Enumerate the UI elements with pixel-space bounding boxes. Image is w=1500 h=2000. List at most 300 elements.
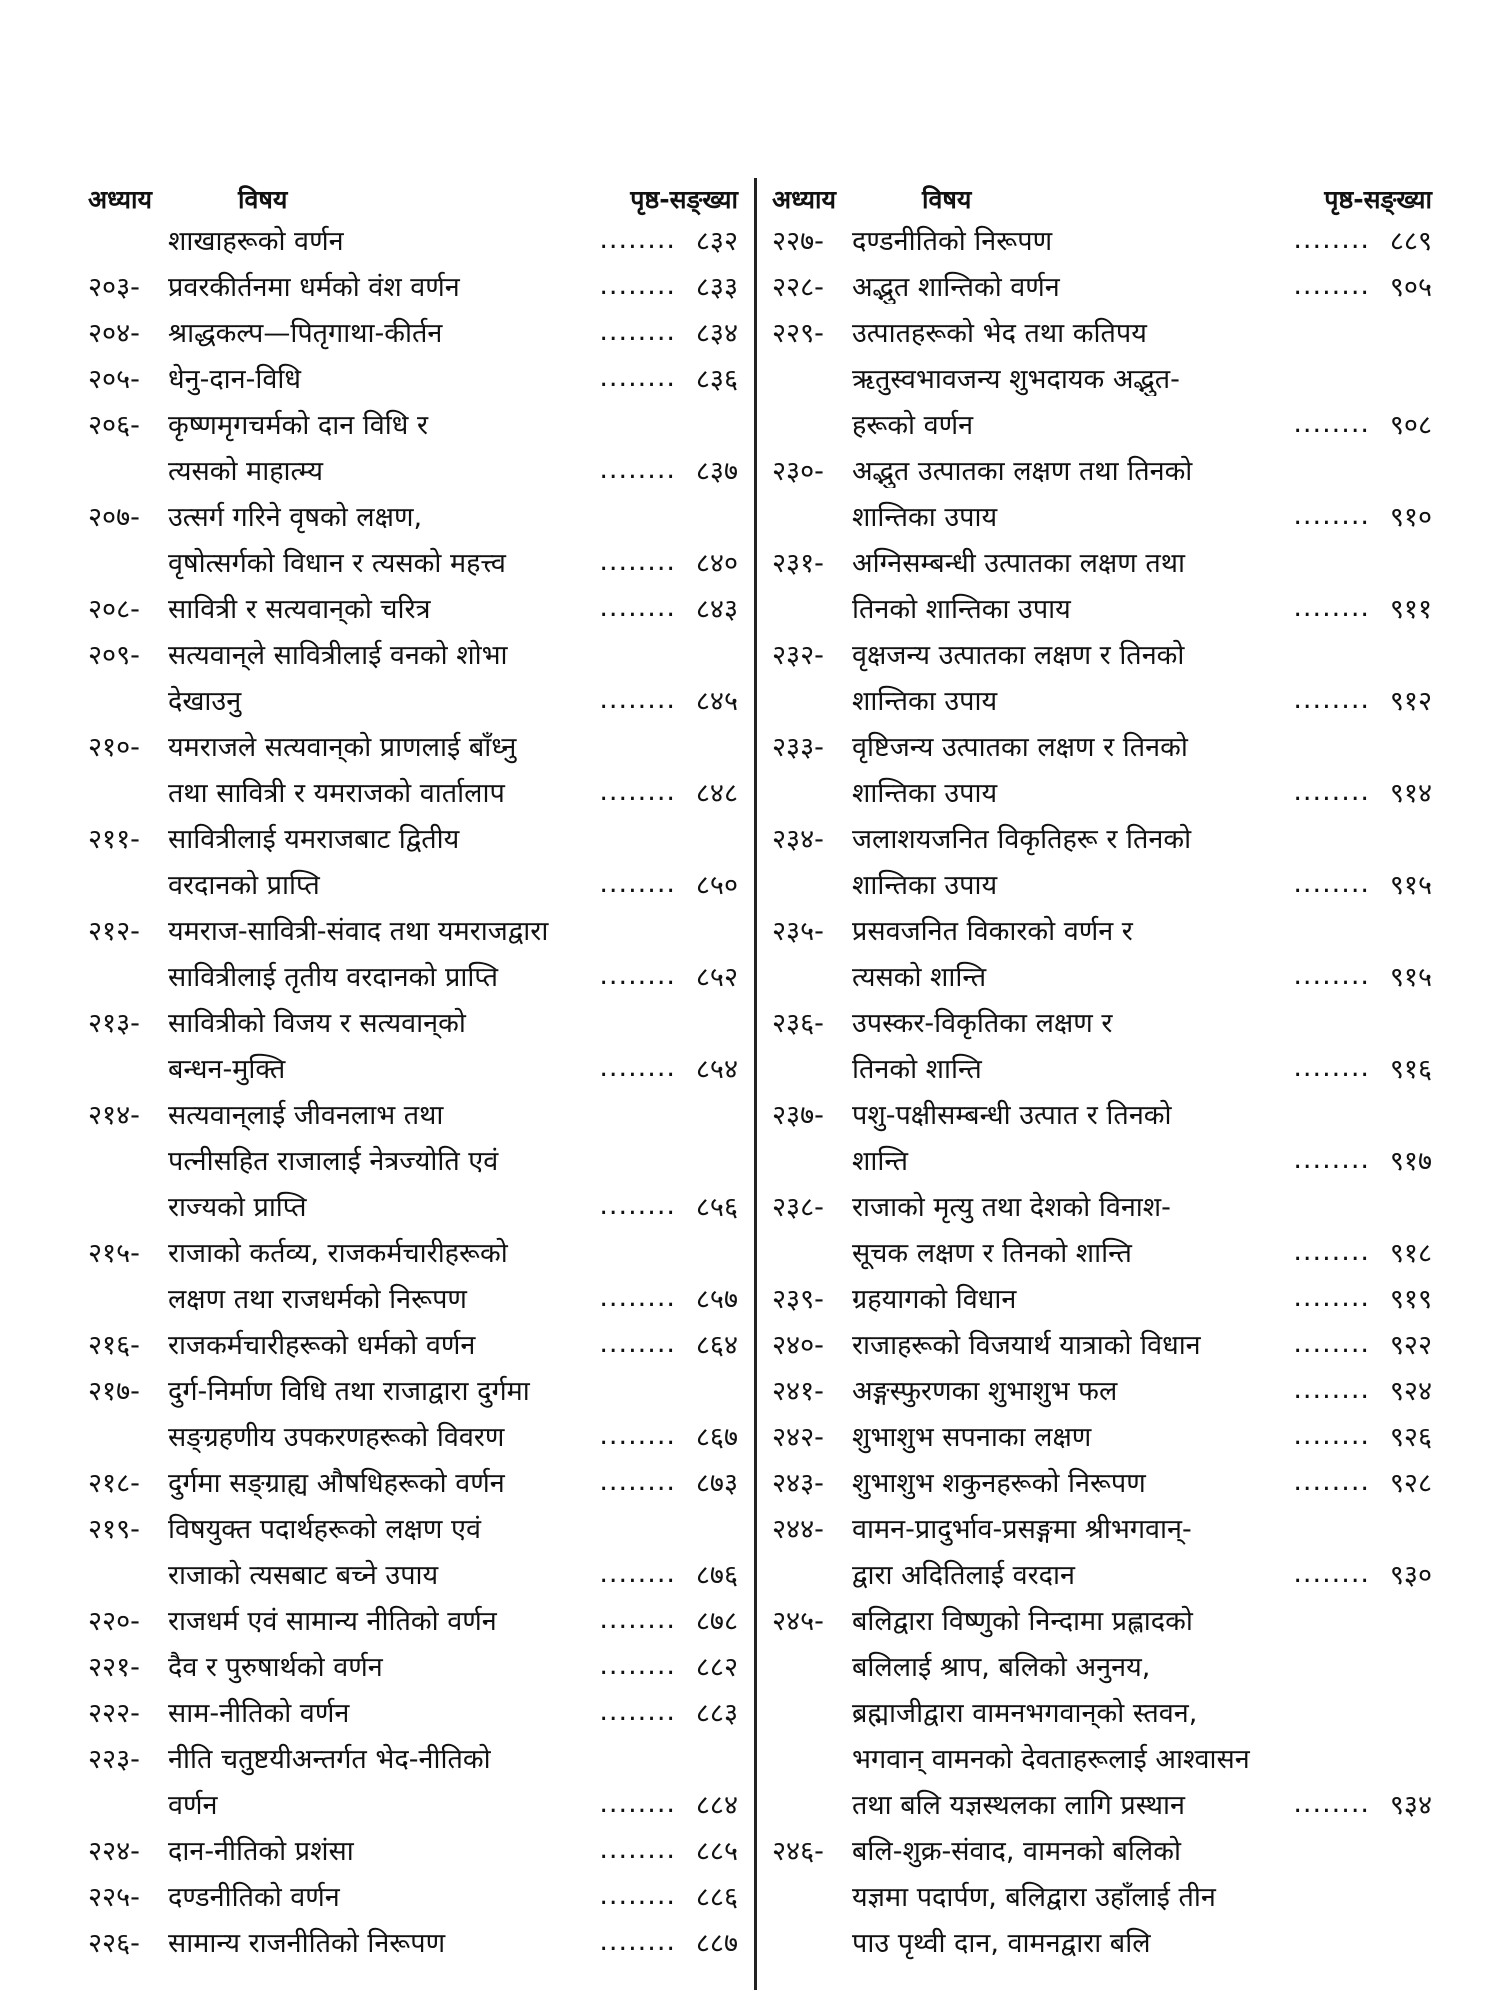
entry-title: सूचक लक्षण र तिनको शान्ति (852, 1237, 1132, 1269)
entry-line (772, 1688, 1432, 1734)
entry-line (772, 262, 1432, 308)
entry-title: ब्रह्माजीद्वारा वामनभगवान्‌को स्तवन, (852, 1697, 1198, 1729)
entry-title: शान्तिका उपाय (852, 685, 998, 717)
entry-line (88, 262, 738, 308)
entry-title: वरदानको प्राप्ति (168, 869, 320, 901)
dot-leader: ........ (1293, 407, 1370, 439)
chapter-number: २१८- (88, 1467, 140, 1499)
entry-line (88, 1826, 738, 1872)
entry-line (88, 998, 738, 1044)
entry-title: उत्सर्ग गरिने वृषको लक्षण, (168, 501, 423, 533)
entry-line (88, 1780, 738, 1826)
entry-line (88, 1734, 738, 1780)
entry-line (772, 952, 1432, 998)
dot-leader: ........ (1293, 269, 1370, 301)
entry-title: वृषोत्सर्गको विधान र त्यसको महत्त्व (168, 547, 506, 579)
page-number: ८३४ (695, 317, 738, 349)
dot-leader: ........ (1293, 1051, 1370, 1083)
entry-title: दुर्गमा सङ्ग्राह्य औषधिहरूको वर्णन (168, 1467, 505, 1499)
entry-title: प्रसवजनित विकारको वर्णन र (852, 915, 1133, 947)
entry-title: यमराजले सत्यवान्‌को प्राणलाई बाँध्नु (168, 731, 517, 763)
entry-title: सत्यवान्‌ले सावित्रीलाई वनको शोभा (168, 639, 508, 671)
entry-line (772, 1136, 1432, 1182)
entry-line (88, 952, 738, 998)
entry-title: दुर्ग-निर्माण विधि तथा राजाद्वारा दुर्गमा (168, 1375, 530, 1407)
dot-leader: ........ (599, 1189, 676, 1221)
page-number: ९१२ (1389, 685, 1432, 717)
entry-title: राजाको मृत्यु तथा देशको विनाश- (852, 1191, 1171, 1223)
entry-title: पशु-पक्षीसम्बन्धी उत्पात र तिनको (852, 1099, 1172, 1131)
entry-line (88, 676, 738, 722)
entry-title: दण्डनीतिको वर्णन (168, 1881, 340, 1913)
dot-leader: ........ (599, 1649, 676, 1681)
entry-title: राजाहरूको विजयार्थ यात्राको विधान (852, 1329, 1201, 1361)
entry-line (88, 1136, 738, 1182)
entry-title: बलि-शुक्र-संवाद, वामनको बलिको (852, 1835, 1181, 1867)
entry-line (88, 354, 738, 400)
dot-leader: ........ (1293, 867, 1370, 899)
entry-line (88, 446, 738, 492)
page-number: ९०५ (1389, 271, 1432, 303)
entry-title: जलाशयजनित विकृतिहरू र तिनको (852, 823, 1192, 855)
page-number: ८७६ (695, 1559, 738, 1591)
entry-line (88, 1320, 738, 1366)
chapter-number: २३६- (772, 1007, 824, 1039)
chapter-number: २२९- (772, 317, 824, 349)
toc-entry (88, 1688, 738, 1734)
entry-title: कृष्णमृगचर्मको दान विधि र (168, 409, 429, 441)
page-number: ८५० (695, 869, 738, 901)
page-number: ९१५ (1389, 961, 1432, 993)
toc-entry (88, 906, 738, 998)
toc-entry (772, 1366, 1432, 1412)
page-number: ८६४ (695, 1329, 738, 1361)
toc-entry (772, 1274, 1432, 1320)
dot-leader: ........ (599, 269, 676, 301)
chapter-number: २२३- (88, 1743, 140, 1775)
page-number: ८८७ (695, 1927, 738, 1959)
page-number: ८६७ (695, 1421, 738, 1453)
page-number: ९२६ (1389, 1421, 1432, 1453)
toc-entry (88, 492, 738, 584)
dot-leader: ........ (599, 1419, 676, 1451)
chapter-number: २४०- (772, 1329, 824, 1361)
toc-entry (88, 1918, 738, 1964)
toc-entry (88, 1596, 738, 1642)
entry-title: वर्णन (168, 1789, 218, 1821)
entry-line (772, 1872, 1432, 1918)
page-number: ९३४ (1389, 1789, 1432, 1821)
toc-entry (88, 262, 738, 308)
page-number: ९१६ (1389, 1053, 1432, 1085)
entry-title: वृक्षजन्य उत्पातका लक्षण र तिनको (852, 639, 1185, 671)
entry-title: श्राद्धकल्प—पितृगाथा-कीर्तन (168, 317, 443, 349)
chapter-number: २३८- (772, 1191, 824, 1223)
entry-line (88, 1090, 738, 1136)
page-number: ९१० (1389, 501, 1432, 533)
entry-title: दण्डनीतिको निरूपण (852, 225, 1053, 257)
entry-line (772, 1044, 1432, 1090)
entry-line (88, 1182, 738, 1228)
entry-line (772, 354, 1432, 400)
chapter-number: २१४- (88, 1099, 140, 1131)
chapter-number: २२५- (88, 1881, 140, 1913)
entry-line (772, 216, 1432, 262)
chapter-number: २१०- (88, 731, 140, 763)
entry-title: यज्ञमा पदार्पण, बलिद्वारा उहाँलाई तीन (852, 1881, 1216, 1913)
dot-leader: ........ (599, 1327, 676, 1359)
entry-title: ऋतुस्वभावजन्य शुभदायक अद्भुत- (852, 363, 1180, 395)
page-number: ८८६ (695, 1881, 738, 1913)
chapter-number: २०४- (88, 317, 140, 349)
toc-entry (88, 722, 738, 814)
chapter-number: २४४- (772, 1513, 824, 1545)
dot-leader: ........ (1293, 775, 1370, 807)
entry-line (88, 1228, 738, 1274)
toc-entry (88, 400, 738, 492)
page-number: ९१९ (1389, 1283, 1432, 1315)
dot-leader: ........ (599, 1051, 676, 1083)
dot-leader: ........ (1293, 223, 1370, 255)
toc-column-right (772, 176, 1432, 1964)
dot-leader: ........ (1293, 1465, 1370, 1497)
entry-title: हरूको वर्णन (852, 409, 974, 441)
dot-leader: ........ (599, 1787, 676, 1819)
entry-title: सत्यवान्‌लाई जीवनलाभ तथा (168, 1099, 444, 1131)
entry-title: शान्तिका उपाय (852, 869, 998, 901)
entry-title: शाखाहरूको वर्णन (168, 225, 344, 257)
toc-entry (88, 1090, 738, 1228)
chapter-number: २३५- (772, 915, 824, 947)
entry-title: शान्तिका उपाय (852, 777, 998, 809)
entry-line (88, 1918, 738, 1964)
entry-line (772, 768, 1432, 814)
page-number: ८८५ (695, 1835, 738, 1867)
entry-title: वामन-प्रादुर्भाव-प्रसङ्गमा श्रीभगवान्- (852, 1513, 1192, 1545)
entry-line (772, 1366, 1432, 1412)
column-divider (754, 178, 757, 1990)
page-number: ८८२ (695, 1651, 738, 1683)
dot-leader: ........ (599, 683, 676, 715)
dot-leader: ........ (599, 1695, 676, 1727)
dot-leader: ........ (599, 1925, 676, 1957)
entry-line (88, 492, 738, 538)
entry-line (88, 1274, 738, 1320)
toc-entry (772, 446, 1432, 538)
chapter-number: २०६- (88, 409, 140, 441)
toc-entry (88, 308, 738, 354)
entry-title: बन्धन-मुक्ति (168, 1053, 286, 1085)
entry-title: अङ्गस्फुरणका शुभाशुभ फल (852, 1375, 1118, 1407)
entry-title: तथा बलि यज्ञस्थलका लागि प्रस्थान (852, 1789, 1185, 1821)
page-number: ८३२ (695, 225, 738, 257)
page-number: ८५२ (695, 961, 738, 993)
page-number: ८४३ (695, 593, 738, 625)
chapter-number: २०८- (88, 593, 140, 625)
toc-entry (772, 630, 1432, 722)
entry-title: शान्ति (852, 1145, 909, 1177)
header-subject: विषय (922, 185, 972, 214)
chapter-number: २११- (88, 823, 140, 855)
entry-title: अग्निसम्बन्धी उत्पातका लक्षण तथा (852, 547, 1186, 579)
entry-line (772, 1642, 1432, 1688)
page-number: ८४८ (695, 777, 738, 809)
dot-leader: ........ (1293, 1143, 1370, 1175)
chapter-number: २३७- (772, 1099, 824, 1131)
entry-line (88, 1458, 738, 1504)
dot-leader: ........ (599, 1465, 676, 1497)
header-subject: विषय (238, 185, 288, 214)
chapter-number: २१७- (88, 1375, 140, 1407)
chapter-number: २३९- (772, 1283, 824, 1315)
entry-title: वृष्टिजन्य उत्पातका लक्षण र तिनको (852, 731, 1188, 763)
entry-title: सामान्य राजनीतिको निरूपण (168, 1927, 446, 1959)
toc-entry (772, 906, 1432, 998)
entry-line (772, 1550, 1432, 1596)
dot-leader: ........ (599, 315, 676, 347)
entry-line (772, 814, 1432, 860)
dot-leader: ........ (1293, 1787, 1370, 1819)
dot-leader: ........ (1293, 683, 1370, 715)
page-number: ९३० (1389, 1559, 1432, 1591)
toc-entry (88, 1320, 738, 1366)
entry-title: शान्तिका उपाय (852, 501, 998, 533)
column-header (772, 176, 1432, 216)
page-number: ९१८ (1389, 1237, 1432, 1269)
entry-line (88, 308, 738, 354)
toc-entry (88, 584, 738, 630)
entry-line (772, 492, 1432, 538)
entry-line (88, 814, 738, 860)
column-header (88, 176, 738, 216)
entry-line (772, 308, 1432, 354)
entry-line (88, 1688, 738, 1734)
chapter-number: २१२- (88, 915, 140, 947)
entry-title: शुभाशुभ शकुनहरूको निरूपण (852, 1467, 1146, 1499)
entry-line (772, 1826, 1432, 1872)
dot-leader: ........ (599, 223, 676, 255)
toc-entry (88, 1826, 738, 1872)
chapter-number: २०५- (88, 363, 140, 395)
header-page: पृष्ठ-सङ्ख्या (1324, 185, 1432, 214)
dot-leader: ........ (599, 959, 676, 991)
toc-entry (772, 1320, 1432, 1366)
entry-title: साम-नीतिको वर्णन (168, 1697, 350, 1729)
toc-entry (772, 1182, 1432, 1274)
chapter-number: २३२- (772, 639, 824, 671)
entry-line (772, 584, 1432, 630)
entry-line (88, 1366, 738, 1412)
entry-title: तथा सावित्री र यमराजको वार्तालाप (168, 777, 505, 809)
toc-entry (88, 1366, 738, 1458)
chapter-number: २२६- (88, 1927, 140, 1959)
entry-title: राजधर्म एवं सामान्य नीतिको वर्णन (168, 1605, 497, 1637)
entry-title: बलिलाई श्राप, बलिको अनुनय, (852, 1651, 1151, 1683)
dot-leader: ........ (599, 361, 676, 393)
dot-leader: ........ (1293, 1235, 1370, 1267)
entry-line (772, 446, 1432, 492)
entry-line (88, 216, 738, 262)
entry-title: राजकर्मचारीहरूको धर्मको वर्णन (168, 1329, 476, 1361)
dot-leader: ........ (1293, 1327, 1370, 1359)
toc-entry (772, 814, 1432, 906)
page-number: ९१७ (1389, 1145, 1432, 1177)
dot-leader: ........ (1293, 1419, 1370, 1451)
chapter-number: २०७- (88, 501, 140, 533)
chapter-number: २३३- (772, 731, 824, 763)
chapter-number: २२२- (88, 1697, 140, 1729)
toc-entry (772, 1412, 1432, 1458)
entry-title: राज्यको प्राप्ति (168, 1191, 307, 1223)
toc-entry (772, 308, 1432, 446)
toc-entry (88, 1872, 738, 1918)
page-number: ८४५ (695, 685, 738, 717)
entry-line (88, 860, 738, 906)
page-number: ९११ (1389, 593, 1432, 625)
entry-title: सावित्री र सत्यवान्‌को चरित्र (168, 593, 431, 625)
page-number: ९२४ (1389, 1375, 1432, 1407)
entry-title: सावित्रीलाई यमराजबाट द्वितीय (168, 823, 460, 855)
entry-line (88, 538, 738, 584)
entry-title: दान-नीतिको प्रशंसा (168, 1835, 354, 1867)
chapter-number: २४२- (772, 1421, 824, 1453)
entry-title: उपस्कर-विकृतिका लक्षण र (852, 1007, 1113, 1039)
chapter-number: २२४- (88, 1835, 140, 1867)
toc-entry (772, 1596, 1432, 1826)
page-number: ८३६ (695, 363, 738, 395)
entry-title: सङ्ग्रहणीय उपकरणहरूको विवरण (168, 1421, 505, 1453)
page-number: ८५७ (695, 1283, 738, 1315)
entry-line (772, 860, 1432, 906)
entry-line (88, 1504, 738, 1550)
chapter-number: २२०- (88, 1605, 140, 1637)
entry-title: यमराज-सावित्री-संवाद तथा यमराजद्वारा (168, 915, 549, 947)
dot-leader: ........ (599, 545, 676, 577)
entry-title: उत्पातहरूको भेद तथा कतिपय (852, 317, 1147, 349)
entry-line (772, 538, 1432, 584)
chapter-number: २४१- (772, 1375, 824, 1407)
entry-line (772, 1228, 1432, 1274)
toc-entry (772, 216, 1432, 262)
entry-line (772, 722, 1432, 768)
entry-title: अद्भुत उत्पातका लक्षण तथा तिनको (852, 455, 1193, 487)
toc-entry (772, 998, 1432, 1090)
dot-leader: ........ (599, 1281, 676, 1313)
entry-title: त्यसको शान्ति (852, 961, 987, 993)
dot-leader: ........ (599, 1879, 676, 1911)
chapter-number: २४३- (772, 1467, 824, 1499)
page-number: ८८३ (695, 1697, 738, 1729)
dot-leader: ........ (1293, 959, 1370, 991)
toc-entry (772, 538, 1432, 630)
entry-title: पत्नीसहित राजालाई नेत्रज्योति एवं (168, 1145, 499, 1177)
toc-entry (88, 1642, 738, 1688)
toc-column-left (88, 176, 738, 1964)
toc-entry (88, 630, 738, 722)
entry-title: ग्रहयागको विधान (852, 1283, 1017, 1315)
entry-line (772, 1504, 1432, 1550)
toc-entry (772, 1458, 1432, 1504)
toc-entry (772, 262, 1432, 308)
chapter-number: २४५- (772, 1605, 824, 1637)
page-number: ८५४ (695, 1053, 738, 1085)
toc-entry (88, 354, 738, 400)
toc-entry (88, 1458, 738, 1504)
entry-title: द्वारा अदितिलाई वरदान (852, 1559, 1075, 1591)
entry-line (772, 400, 1432, 446)
page-number: ८७३ (695, 1467, 738, 1499)
dot-leader: ........ (1293, 1557, 1370, 1589)
entry-line (88, 768, 738, 814)
chapter-number: २२१- (88, 1651, 140, 1683)
entry-line (772, 1412, 1432, 1458)
entry-line (88, 1550, 738, 1596)
page-number: ८८९ (1389, 225, 1432, 257)
entry-title: शुभाशुभ सपनाका लक्षण (852, 1421, 1092, 1453)
entry-line (772, 1596, 1432, 1642)
entry-line (88, 1044, 738, 1090)
entry-title: सावित्रीलाई तृतीय वरदानको प्राप्ति (168, 961, 499, 993)
chapter-number: २१३- (88, 1007, 140, 1039)
header-page: पृष्ठ-सङ्ख्या (630, 185, 738, 214)
chapter-number: २०३- (88, 271, 140, 303)
entry-title: त्यसको माहात्म्य (168, 455, 324, 487)
entry-line (772, 630, 1432, 676)
page-number: ९१५ (1389, 869, 1432, 901)
page-number: ८७८ (695, 1605, 738, 1637)
dot-leader: ........ (599, 867, 676, 899)
chapter-number: २२८- (772, 271, 824, 303)
page-number: ९२२ (1389, 1329, 1432, 1361)
dot-leader: ........ (599, 775, 676, 807)
toc-entry (772, 1826, 1432, 1964)
entry-line (772, 1090, 1432, 1136)
page-number: ९१४ (1389, 777, 1432, 809)
entry-title: बलिद्वारा विष्णुको निन्दामा प्रह्लादको (852, 1605, 1193, 1637)
toc-entries-right (772, 216, 1432, 1964)
entry-line (88, 722, 738, 768)
entry-line (772, 906, 1432, 952)
toc-entry (88, 1504, 738, 1596)
dot-leader: ........ (599, 453, 676, 485)
chapter-number: २२७- (772, 225, 824, 257)
entry-line (88, 400, 738, 446)
entry-line (88, 584, 738, 630)
chapter-number: २१५- (88, 1237, 140, 1269)
entry-title: धेनु-दान-विधि (168, 363, 301, 395)
dot-leader: ........ (599, 1603, 676, 1635)
dot-leader: ........ (599, 1833, 676, 1865)
toc-entry (772, 722, 1432, 814)
entry-line (772, 1734, 1432, 1780)
chapter-number: २१६- (88, 1329, 140, 1361)
entry-line (88, 630, 738, 676)
chapter-number: २३४- (772, 823, 824, 855)
toc-entries-left (88, 216, 738, 1964)
toc-entry (88, 216, 738, 262)
page-number: ८३३ (695, 271, 738, 303)
entry-line (88, 1872, 738, 1918)
dot-leader: ........ (1293, 1281, 1370, 1313)
entry-line (772, 1780, 1432, 1826)
entry-line (88, 1412, 738, 1458)
dot-leader: ........ (599, 1557, 676, 1589)
page-number: ८५६ (695, 1191, 738, 1223)
entry-line (772, 1918, 1432, 1964)
toc-entry (88, 814, 738, 906)
dot-leader: ........ (1293, 591, 1370, 623)
entry-line (772, 1320, 1432, 1366)
